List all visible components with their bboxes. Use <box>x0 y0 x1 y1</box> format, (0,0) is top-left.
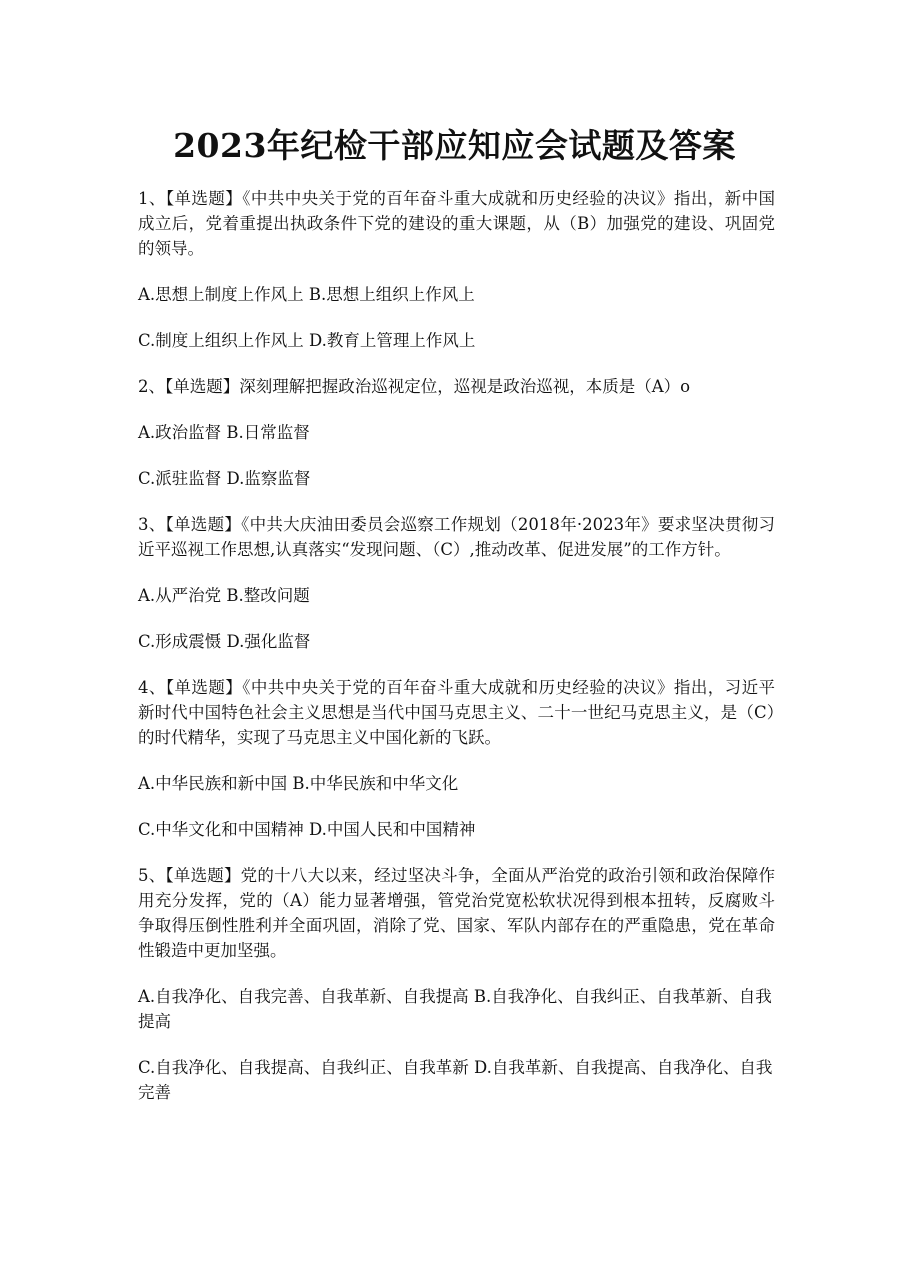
question-block <box>138 863 775 1105</box>
question-text: 3、【单选题】《中共大庆油田委员会巡察工作规划（2018年·2023年》要求坚决贯彻习近平巡视工作思想,认真落实“发现问题、（C）,推动改革、促进发展”的工作方针。 <box>138 515 775 559</box>
question-block <box>138 675 775 842</box>
question-options-ab: A.自我净化、自我完善、自我革新、自我提高 B.自我净化、自我纠正、自我革新、自我提高 <box>138 987 772 1031</box>
question-options-cd: C.派驻监督 D.监察监督 <box>138 469 311 488</box>
question-options-ab: A.中华民族和新中国 B.中华民族和中华文化 <box>138 774 459 793</box>
question-options-ab: A.政治监督 B.日常监督 <box>138 423 310 442</box>
question-options-cd: C.自我净化、自我提高、自我纠正、自我革新 D.自我革新、自我提高、自我净化、自我完善 <box>138 1058 773 1102</box>
question-text: 1、【单选题】《中共中央关于党的百年奋斗重大成就和历史经验的决议》指出，新中国成立后，党着重提出执政条件下党的建设的重大课题，从（B）加强党的建设、巩固党的领导。 <box>138 189 775 258</box>
question-list <box>138 186 775 1126</box>
question-options-ab: A.从严治党 B.整改问题 <box>138 586 310 605</box>
question-options-cd: C.形成震慑 D.强化监督 <box>138 632 311 651</box>
question-text: 4、【单选题】《中共中央关于党的百年奋斗重大成就和历史经验的决议》指出，习近平新时代中国特色社会主义思想是当代中国马克思主义、二十一世纪马克思主义，是（C）的时代精华，实现了马克思主义中国化新的飞跃。 <box>138 678 775 747</box>
question-text: 2、【单选题】深刻理解把握政治巡视定位，巡视是政治巡视，本质是（A）o <box>138 377 691 396</box>
question-text: 5、【单选题】党的十八大以来，经过坚决斗争，全面从严治党的政治引领和政治保障作用充分发挥，党的（A）能力显著增强，管党治党宽松软状况得到根本扭转，反腐败斗争取得压倒性胜利并全面巩固，消除了党、国家、军队内部存在的严重隐患，党在革命性锻造中更加坚强。 <box>138 866 775 960</box>
question-block <box>138 512 775 654</box>
question-options-ab: A.思想上制度上作风上 B.思想上组织上作风上 <box>138 285 475 304</box>
document-title: 2023年纪检干部应知应会试题及答案 <box>173 126 736 165</box>
question-options-cd: C.中华文化和中国精神 D.中国人民和中国精神 <box>138 820 476 839</box>
question-block <box>138 374 775 491</box>
question-options-cd: C.制度上组织上作风上 D.教育上管理上作风上 <box>138 331 476 350</box>
question-block <box>138 186 775 353</box>
